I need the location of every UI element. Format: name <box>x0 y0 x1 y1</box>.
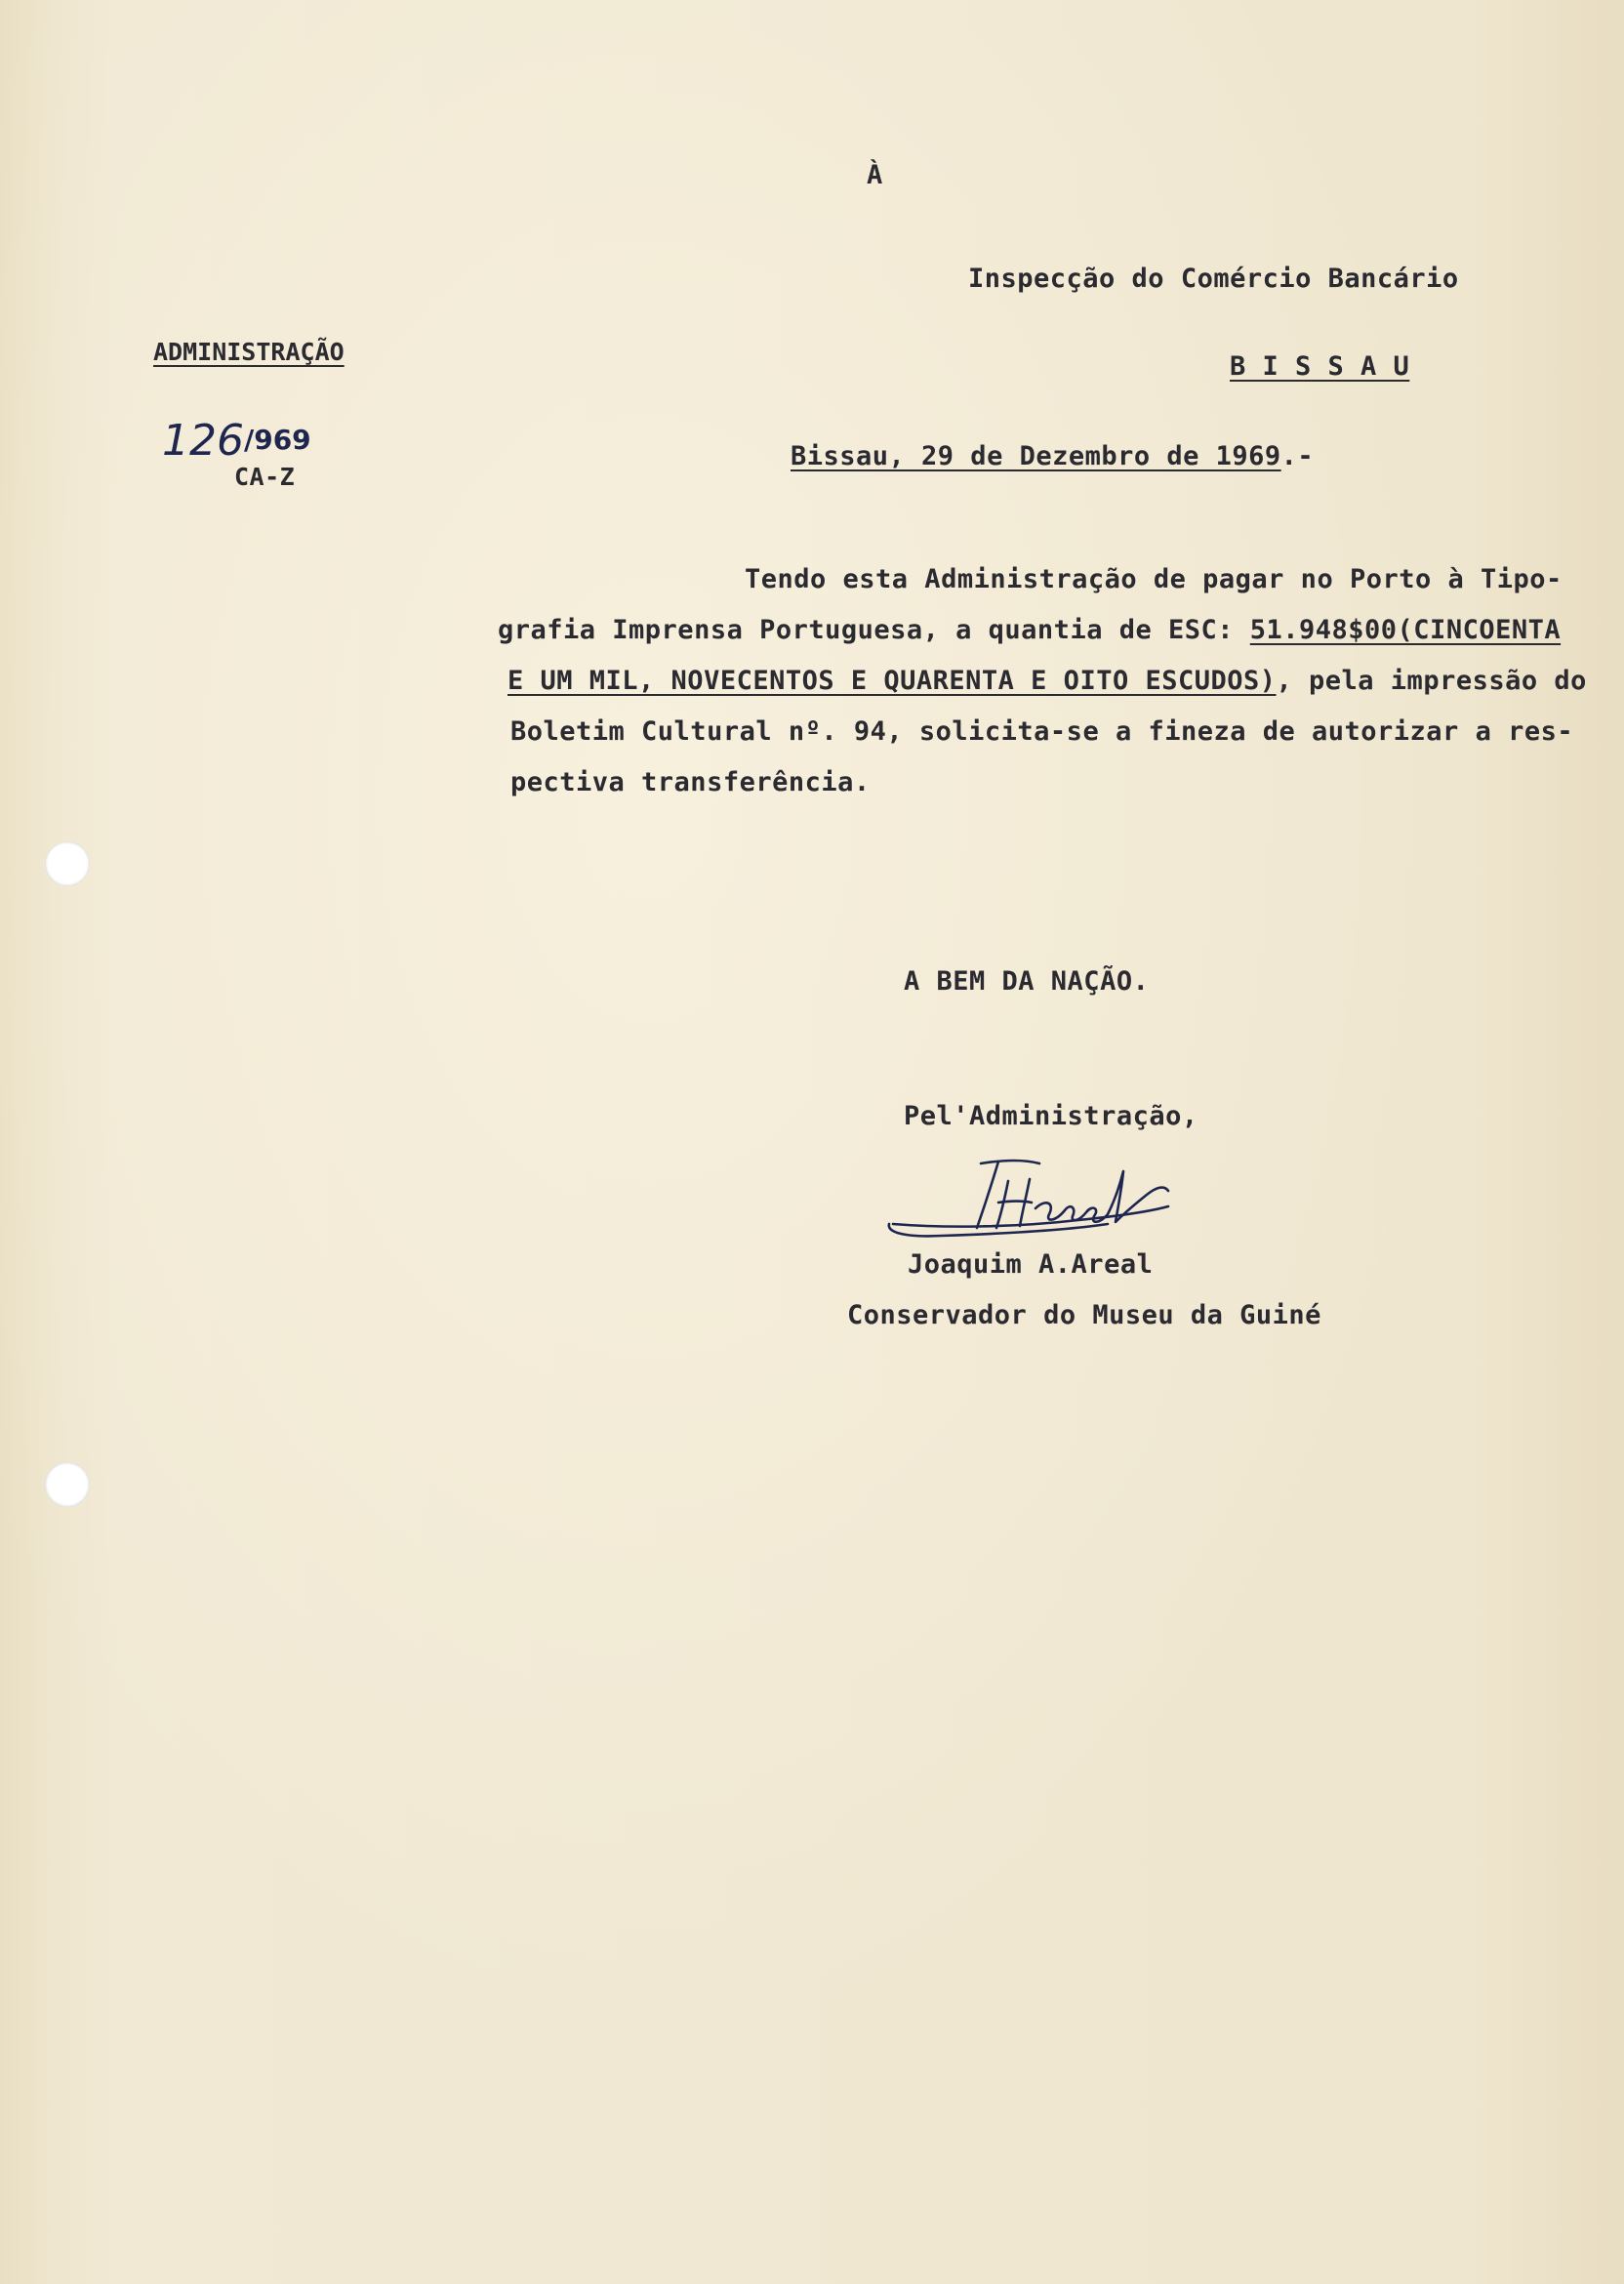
reference-number-handwritten: 126 <box>162 416 244 466</box>
addressee-city: B I S S A U <box>1230 351 1410 382</box>
letter-body <box>498 554 1587 808</box>
punch-hole-top <box>45 841 90 886</box>
punch-hole-bottom <box>45 1462 90 1507</box>
payment-amount-words: E UM MIL, NOVECENTOS E QUARENTA E OITO ESCUDOS) <box>508 666 1277 696</box>
handwritten-signature <box>883 1152 1186 1259</box>
body-line-2-text: grafia Imprensa Portuguesa, a quantia de ESC: <box>498 615 1250 645</box>
reference-number <box>162 416 311 466</box>
to-prefix: À <box>867 160 883 190</box>
salutation: A BEM DA NAÇÃO. <box>904 966 1150 997</box>
body-line-3 <box>498 656 1587 707</box>
reference-code: CA-Z <box>234 463 296 491</box>
addressee-name: Inspecção do Comércio Bancário <box>968 264 1459 294</box>
body-line-5: pectiva transferência. <box>510 767 871 797</box>
signatory-name: Joaquim A.Areal <box>908 1249 1154 1280</box>
on-behalf-line: Pel'Administração, <box>904 1101 1198 1131</box>
body-line-3-text: , pela impressão do <box>1276 666 1587 696</box>
body-line-4: Boletim Cultural nº. 94, solicita-se a fineza de autorizar a res- <box>510 716 1574 747</box>
body-line-2 <box>498 605 1571 656</box>
body-line-1: Tendo esta Administração de pagar no Porto à Tipo- <box>745 564 1563 594</box>
date-suffix: .- <box>1280 441 1315 471</box>
letter-date: Bissau, 29 de Dezembro de 1969 <box>791 441 1281 471</box>
date-line <box>791 441 1314 471</box>
signatory-title: Conservador do Museu da Guiné <box>847 1300 1321 1330</box>
reference-year: /969 <box>243 424 311 456</box>
department-heading: ADMINISTRAÇÃO <box>153 338 345 366</box>
payment-amount: 51.948$00(CINCOENTA <box>1249 615 1562 645</box>
